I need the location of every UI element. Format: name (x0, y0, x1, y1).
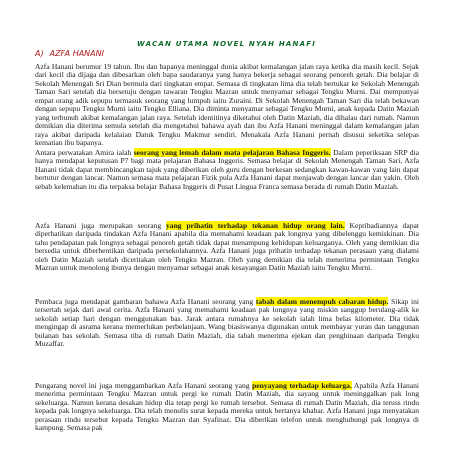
page-title: WACAN UTAMA NOVEL NYAH HANAFI (136, 40, 317, 48)
highlighted-trait: seorang yang lemah dalam mata pelajaran Bahasa Inggeris. (133, 148, 331, 157)
paragraph-text: Sikap ini tersertah sejak dari awal cerita. Azfa Hanani yang memahami keadaan pak longnya yang miskin sanggup berulang-alik ke sekolah setiap hari dengan menggunakan bas. Jarak antara rumahnya ke sekolah ialah lima belas kilometer. Dia tidak mengingap di asrama kerana memerlukan perbelanjaan. Wang biasiswanya digunakan untuk membayar yuran dan tanggunan bulanan bas sekolah. Semasa tiba di rumah Datin Maziah, dia tabah menerima ejekan dan penghinaan daripada Tengku Muzaffar. (35, 297, 419, 349)
highlighted-trait: tabah dalam menempuh cabaran hidup. (255, 297, 389, 306)
paragraph-text: Azfa Hanani juga merupakan seorang (35, 221, 167, 230)
highlighted-trait: yang prihatin terhadap tekanan hidup orang lain. (166, 221, 345, 230)
section-heading (35, 49, 104, 58)
section-label: A) (35, 49, 44, 58)
paragraph-text: Kepribadiannya dapat diperhatikan daripada tindakan Azfa Hanani apabila dia memahami keadaan pak longnya yang dibelenggu kemiskinan. Dia tahu pendapatan pak longnya sebagai penoreh getah tidak dapat menampung kehidupan keluarganya. Oleh yang demikian dia bersedia untuk diberhentikan daripada persekolahannya. Azfa Hanani juga prihatin terhadap tekanan perasaan yang dialami oleh Datin Maziah setelah diceritakan oleh Tengku Mazran. Oleh yang demikian dia telah menerima permintaan Tengku Mazran untuk menolong ibunya dengan menyamar sebagai anak kesayangan Datin Maziah iaitu Tengku Murni. (35, 221, 419, 273)
paragraph-trait-loving (35, 382, 419, 433)
highlighted-trait: penyayang terhadap keluarga. (252, 381, 352, 390)
paragraph-text: Pembaca juga mendapat gambaran bahawa Azfa Hanani seorang yang (35, 297, 256, 306)
paragraph-trait-resilient (35, 298, 419, 349)
paragraph-biography (35, 63, 419, 148)
paragraph-trait-caring (35, 222, 419, 273)
paragraph-trait-english (35, 149, 419, 191)
paragraph-text: Pengarang novel ini juga menggambarkan Azfa Hanani seorang yang (35, 381, 253, 390)
paragraph-text: Antara perwatakan Amira ialah (35, 148, 134, 157)
paragraph-text: Azfa Hanani berumur 19 tahun. Ibu dan bapanya meninggal dunia akibat kemalangan jalan raya ketika dia masih kecil. Sejak dari kecil dia dijaga dan dibesarkan oleh bapa saudaranya yang hanya bekerja sebagai seorang penoreh getah. Dia belajar di Sekolah Menengah Sri Dian bermula dari tingkatan empat. Semasa di tingkatan lima dia telah bertukar ke Sekolah Menengah Taman Sari setelah dia bersetuju dengan tawaran Tengku Mazran untuk menyamar sebagai Tengku Murni. Dai mempunyai empat orang adik sepupu termasuk seorang yang lumpuh iaitu Zuraini. Di Sekolah Menengah Taman Sari dia telah bekawan dengan sepupu Tengku Murni iaitu Tengku Elliana. Dia diminta menyamar sebagai Tengku Murni, anak kepada Datin Maziah yang terbunuh akibat kemalangan jalan raya. Setelah identitinya diketahui oleh Datin Maziah, dia dihalau dari rumah. Namun demikian dia diterima semula setelah dia mengetahui bahawa ayah dan ibu Azfa Hanani meninggal dalam kemalangan jalan raya akibat daripada kelalaian Datuk Tengku Makmur sendiri. Menakala Azfa Hanani pernah disusui seketika selepas kematian ibu bapanya. (35, 62, 419, 148)
section-name: AZFA HANANI (49, 49, 104, 58)
paragraph-text: Apabila Azfa Hanani menerima permintaan Tengku Mazran untuk pergi ke rumah Datin Maziah, dia sayang untuk meninggalkan pak long sekeluarga. Namun kerana desakan hidup dia tetap pergi ke rumah tersebut. Semasa di rumah Datin Maziah, dia teruss rindu kepada pak longnya sekeluarga. Dia telah menulis surat kepada mereka untuk bertanya khabar. Azfa Hanani juga menyatakan perasaan rindu tersebut kepada Tengku Mazran dan Syafinaz. Dia diberikan telefon untuk menghubungi pak longnya di kampung. Semasa pak (35, 381, 419, 433)
paragraph-text: Dalam peperiksaan SRP dia hanya mendapat keputusan P7 bagi mata pelajaran Bahasa Inggeris. Semasa belajar di Sekolah Menengah Taman Sari, Azfa Hanani tidak dapat membincangkan tajuk yang diberikan oleh guru dengan berkesan sedangkan kawan-kawan yang lain dapat bertutur dengan lancar. Namun semasa mata pelajaran Fizik pula Azfa Hanani dapat menjawab dengan lancar dan yakin. Oleh sebab kelemahan itu dia terpaksa belajar Bahasa Inggeris di Pusat Lingua Franca semasa berada di rumah Datin Maziah. (35, 148, 420, 191)
